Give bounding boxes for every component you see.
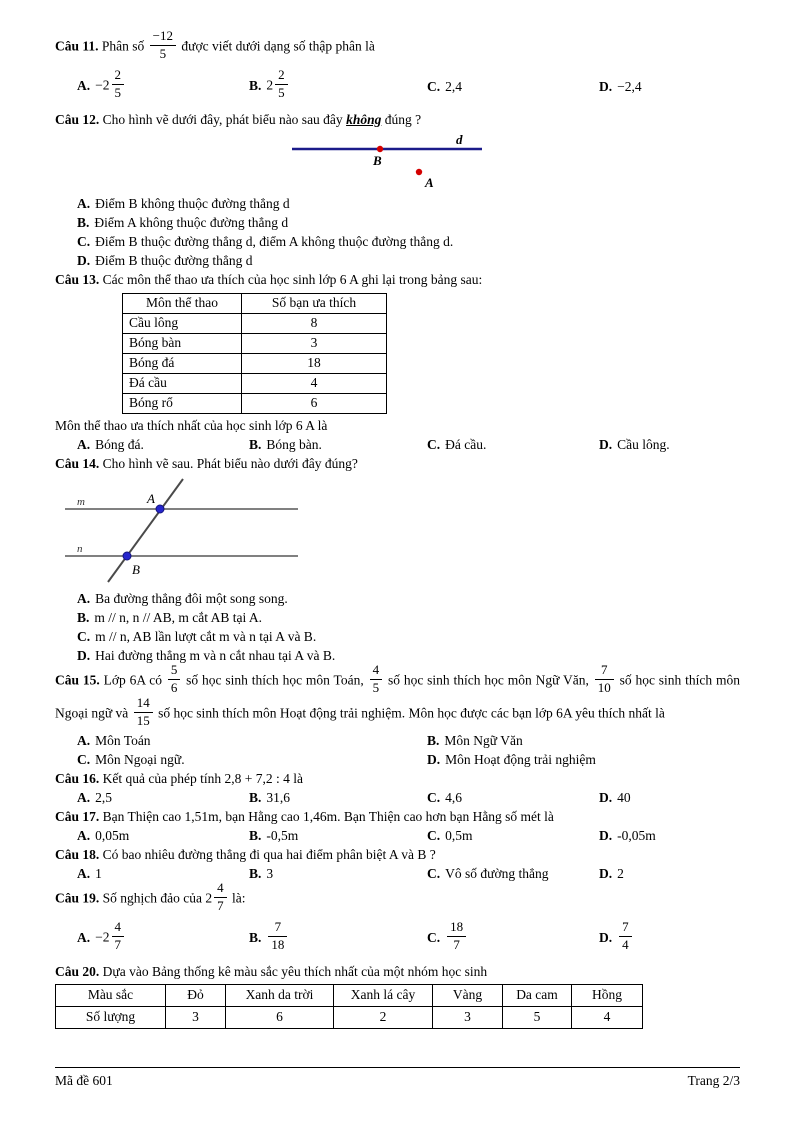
q15-fraction-1 bbox=[168, 663, 181, 696]
point-B-dot bbox=[123, 552, 131, 560]
q16-label: Câu 16. bbox=[55, 770, 100, 786]
q15-fraction-2-num: 4 bbox=[370, 663, 383, 680]
point-A-dot bbox=[416, 169, 422, 175]
exam-code: Mã đề 601 bbox=[55, 1073, 113, 1088]
q13-option-d-text: Cầu lông. bbox=[617, 436, 670, 452]
q15-segment: số học sinh thích môn Hoạt động trải nghiệm. Môn học được các bạn lớp 6A yêu thích nhất là bbox=[158, 705, 665, 721]
q17-option-d-label: D. bbox=[599, 827, 613, 843]
q16-option-b bbox=[249, 788, 427, 807]
cell-quantity: 6 bbox=[226, 1006, 334, 1028]
q11-option-b-whole: 2 bbox=[266, 77, 274, 93]
q15-option-c bbox=[77, 750, 427, 769]
q14-option-b-label: B. bbox=[77, 609, 90, 625]
q11-option-c-text: 2,4 bbox=[445, 79, 462, 95]
q14-option-c-text: m // n, AB lần lượt cắt m và n tại A và B. bbox=[95, 628, 317, 644]
point-A-label: A bbox=[147, 490, 155, 506]
q13-option-d-label: D. bbox=[599, 436, 613, 452]
q15-fraction-4-den: 15 bbox=[136, 712, 150, 728]
q19-option-b bbox=[249, 919, 427, 955]
q12-label: Câu 12. bbox=[55, 111, 100, 127]
q16-option-d bbox=[599, 788, 740, 807]
q13-title bbox=[55, 270, 740, 289]
q14-text: Cho hình vẽ sau. Phát biểu nào dưới đây đúng? bbox=[102, 455, 358, 471]
q18-title bbox=[55, 845, 740, 864]
q17-option-c-text: 0,5m bbox=[445, 827, 473, 843]
q13-options bbox=[55, 435, 740, 454]
point-A-label: A bbox=[425, 174, 434, 189]
q18-option-a-label: A. bbox=[77, 865, 91, 881]
point-B-label: B bbox=[132, 561, 140, 577]
q18-option-b bbox=[249, 864, 427, 883]
q11-option-b-label: B. bbox=[249, 77, 262, 93]
q14-option-d bbox=[55, 646, 740, 665]
q19-option-a-num: 4 bbox=[112, 920, 125, 937]
q18-option-a-text: 1 bbox=[95, 865, 102, 881]
q15-fraction-2 bbox=[370, 663, 383, 696]
q19-text-before: Số nghịch đảo của bbox=[102, 890, 202, 906]
q19-option-b-den: 18 bbox=[271, 937, 285, 952]
column-header: Số bạn ưa thích bbox=[242, 293, 387, 313]
q16-title bbox=[55, 769, 740, 788]
q11-option-a-num: 2 bbox=[112, 68, 125, 85]
q17-option-c-label: C. bbox=[427, 827, 441, 843]
q13-closing: Môn thể thao ưa thích nhất của học sinh lớp 6 A là bbox=[55, 417, 328, 433]
q14-option-a-label: A. bbox=[77, 590, 91, 606]
q19-option-a-label: A. bbox=[77, 929, 91, 945]
cell-sport: Bóng đá bbox=[123, 353, 242, 373]
q20-color-table bbox=[55, 984, 643, 1029]
q16-option-a bbox=[77, 788, 249, 807]
page-number: Trang 2/3 bbox=[687, 1073, 740, 1088]
column-header: Màu sắc bbox=[56, 984, 166, 1006]
column-header: Xanh da trời bbox=[226, 984, 334, 1006]
q14-figure bbox=[65, 475, 310, 587]
q12-option-b-text: Điểm A không thuộc đường thẳng d bbox=[94, 214, 289, 230]
q11-option-b bbox=[249, 67, 427, 103]
q15-fraction-1-num: 5 bbox=[168, 663, 181, 680]
q19-option-a bbox=[77, 919, 249, 955]
q12-text-before: Cho hình vẽ dưới đây, phát biểu nào sau đây bbox=[102, 111, 343, 127]
q11-option-b-den: 5 bbox=[278, 85, 285, 101]
point-B-dot bbox=[377, 146, 383, 152]
q12-text-after: đúng ? bbox=[384, 111, 422, 127]
q15-option-d bbox=[427, 750, 740, 769]
q12-emphasis: không bbox=[346, 111, 382, 127]
q19-option-b-num: 7 bbox=[268, 920, 287, 937]
q15-fraction-3 bbox=[595, 663, 614, 696]
cell-quantity: Số lượng bbox=[56, 1006, 166, 1028]
q12-option-d bbox=[55, 251, 740, 270]
column-header: Môn thể thao bbox=[123, 293, 242, 313]
q14-option-d-label: D. bbox=[77, 647, 91, 663]
q15-fraction-3-den: 10 bbox=[597, 679, 611, 695]
q14-option-b bbox=[55, 608, 740, 627]
q17-option-d bbox=[599, 826, 740, 845]
q11-option-a bbox=[77, 67, 249, 103]
q11-option-b-num: 2 bbox=[275, 68, 288, 85]
q15-option-b-label: B. bbox=[427, 732, 440, 748]
q14-option-b-text: m // n, n // AB, m cắt AB tại A. bbox=[94, 609, 263, 625]
q11-option-d bbox=[599, 77, 740, 96]
q14-option-a-text: Ba đường thẳng đôi một song song. bbox=[95, 590, 288, 606]
q18-option-c-text: Vô số đường thẳng bbox=[445, 865, 549, 881]
q15-title bbox=[55, 661, 741, 731]
column-header: Vàng bbox=[433, 984, 503, 1006]
column-header: Đỏ bbox=[166, 984, 226, 1006]
q13-label: Câu 13. bbox=[55, 271, 100, 287]
q15-segment: Lớp 6A có bbox=[103, 672, 162, 688]
q15-fraction-2-den: 5 bbox=[372, 679, 380, 695]
q11-option-a-label: A. bbox=[77, 77, 91, 93]
q12-option-c-text: Điểm B thuộc đường thẳng d, điểm A không thuộc đường thẳng d. bbox=[95, 233, 454, 249]
q19-option-d-den: 4 bbox=[622, 937, 629, 952]
q15-fraction-3-num: 7 bbox=[595, 663, 614, 680]
q19-option-d bbox=[599, 919, 740, 955]
q17-option-a-label: A. bbox=[77, 827, 91, 843]
cell-count: 18 bbox=[242, 353, 387, 373]
line-d-label: d bbox=[456, 131, 463, 147]
q18-option-d-text: 2 bbox=[617, 865, 624, 881]
q13-option-a-text: Bóng đá. bbox=[95, 436, 144, 452]
table-row bbox=[123, 313, 387, 333]
q11-option-d-label: D. bbox=[599, 79, 613, 95]
q19-option-c-den: 7 bbox=[453, 937, 460, 952]
q15-segment: số học sinh thích học môn Toán, bbox=[186, 672, 364, 688]
q11-text-after: được viết dưới dạng số thập phân là bbox=[181, 38, 375, 54]
q13-option-c-text: Đá cầu. bbox=[445, 436, 487, 452]
q19-option-c-label: C. bbox=[427, 929, 441, 945]
q11-option-d-text: −2,4 bbox=[617, 79, 642, 95]
q19-option-d-frac bbox=[619, 920, 632, 953]
q19-option-a-den: 7 bbox=[114, 937, 121, 952]
q19-option-b-frac bbox=[268, 920, 287, 953]
q20-text: Dựa vào Bảng thống kê màu sắc yêu thích nhất của một nhóm học sinh bbox=[102, 963, 488, 979]
q19-title bbox=[55, 879, 740, 916]
q13-option-b-label: B. bbox=[249, 436, 262, 452]
q11-text-before: Phân số bbox=[101, 38, 145, 54]
table-row bbox=[56, 1006, 643, 1028]
q12-title bbox=[55, 110, 740, 129]
q13-option-c-label: C. bbox=[427, 436, 441, 452]
q17-options bbox=[55, 826, 740, 845]
q13-sports-table bbox=[122, 293, 387, 414]
q20-label: Câu 20. bbox=[55, 963, 100, 979]
cell-quantity: 5 bbox=[503, 1006, 572, 1028]
q15-fraction-4-num: 14 bbox=[134, 696, 153, 713]
q13-option-a-label: A. bbox=[77, 436, 91, 452]
q15-option-c-text: Môn Ngoại ngữ. bbox=[95, 751, 185, 767]
q16-option-c bbox=[427, 788, 599, 807]
q12-option-a bbox=[55, 194, 740, 213]
q12-option-a-text: Điểm B không thuộc đường thẳng d bbox=[95, 195, 290, 211]
q15-option-a bbox=[77, 731, 427, 750]
q18-option-b-text: 3 bbox=[266, 865, 274, 881]
q18-option-d bbox=[599, 864, 740, 883]
q12-option-a-label: A. bbox=[77, 195, 91, 211]
q19-text-after: là: bbox=[232, 890, 246, 906]
q18-option-c bbox=[427, 864, 599, 883]
table-row bbox=[123, 353, 387, 373]
q11-fraction bbox=[150, 29, 176, 62]
q13-option-a bbox=[77, 435, 249, 454]
q15-option-b bbox=[427, 731, 740, 750]
q15-segment: số học sinh thích học môn Ngữ Văn, bbox=[387, 672, 589, 688]
cell-count: 4 bbox=[242, 373, 387, 393]
q14-label: Câu 14. bbox=[55, 455, 100, 471]
cell-count: 8 bbox=[242, 313, 387, 333]
q14-title bbox=[55, 454, 740, 473]
page-footer bbox=[55, 1067, 740, 1089]
q11-option-b-frac bbox=[275, 68, 288, 101]
q13-option-b bbox=[249, 435, 427, 454]
q19-mixed-frac bbox=[214, 881, 227, 914]
q12-option-d-text: Điểm B thuộc đường thẳng d bbox=[95, 252, 253, 268]
q19-mixed-whole: 2 bbox=[205, 890, 213, 906]
q11-option-c bbox=[427, 77, 599, 96]
q11-options bbox=[55, 64, 740, 110]
q15-option-b-text: Môn Ngữ Văn bbox=[444, 732, 523, 748]
q16-text: Kết quả của phép tính 2,8 + 7,2 : 4 là bbox=[102, 770, 303, 786]
column-header: Hồng bbox=[572, 984, 643, 1006]
q16-option-d-label: D. bbox=[599, 789, 613, 805]
q18-text: Có bao nhiêu đường thẳng đi qua hai điểm phân biệt A và B ? bbox=[102, 846, 436, 862]
line-n-label: n bbox=[77, 542, 83, 555]
transversal-line-AB bbox=[108, 479, 183, 582]
table-header-row bbox=[56, 984, 643, 1006]
q11-fraction-den: 5 bbox=[159, 45, 167, 61]
q17-option-a bbox=[77, 826, 249, 845]
point-A-dot bbox=[156, 505, 164, 513]
q15-fraction-4 bbox=[134, 696, 153, 729]
q19-option-d-num: 7 bbox=[619, 920, 632, 937]
q19-options bbox=[55, 916, 740, 962]
q11-option-a-whole: −2 bbox=[95, 77, 110, 93]
q11-option-a-frac bbox=[112, 68, 125, 101]
table-row bbox=[123, 373, 387, 393]
q11-option-c-label: C. bbox=[427, 79, 441, 95]
table-row bbox=[123, 393, 387, 413]
q15-option-c-label: C. bbox=[77, 751, 91, 767]
q12-option-c bbox=[55, 232, 740, 251]
q19-option-a-frac bbox=[112, 920, 125, 953]
q13-option-d bbox=[599, 435, 740, 454]
q16-option-b-label: B. bbox=[249, 789, 262, 805]
cell-sport: Bóng bàn bbox=[123, 333, 242, 353]
q20-title bbox=[55, 962, 740, 981]
cell-quantity: 4 bbox=[572, 1006, 643, 1028]
q15-option-d-text: Môn Hoạt động trải nghiệm bbox=[445, 751, 596, 767]
q13-option-c bbox=[427, 435, 599, 454]
q16-option-b-text: 31,6 bbox=[266, 789, 291, 805]
q19-option-a-whole: −2 bbox=[95, 929, 110, 945]
q12-option-b bbox=[55, 213, 740, 232]
q19-option-c bbox=[427, 919, 599, 955]
q12-figure bbox=[292, 132, 492, 189]
q15-option-d-label: D. bbox=[427, 751, 441, 767]
q11-label: Câu 11. bbox=[55, 38, 99, 54]
q15-options bbox=[55, 731, 740, 769]
cell-count: 6 bbox=[242, 393, 387, 413]
column-header: Da cam bbox=[503, 984, 572, 1006]
q19-option-b-label: B. bbox=[249, 929, 262, 945]
q14-option-d-text: Hai đường thẳng m và n cắt nhau tại A và B. bbox=[95, 647, 336, 663]
q17-text: Bạn Thiện cao 1,51m, bạn Hằng cao 1,46m. Bạn Thiện cao hơn bạn Hằng số mét là bbox=[102, 808, 554, 824]
q15-fraction-1-den: 6 bbox=[170, 679, 178, 695]
q18-option-d-label: D. bbox=[599, 865, 613, 881]
q12-option-d-label: D. bbox=[77, 252, 91, 268]
q12-option-c-label: C. bbox=[77, 233, 91, 249]
q13-text: Các môn thể thao ưa thích của học sinh lớp 6 A ghi lại trong bảng sau: bbox=[102, 271, 483, 287]
cell-sport: Cầu lông bbox=[123, 313, 242, 333]
q15-option-a-text: Môn Toán bbox=[95, 732, 151, 748]
q17-title bbox=[55, 807, 740, 826]
q11-option-a-den: 5 bbox=[114, 85, 121, 101]
q16-options bbox=[55, 788, 740, 807]
q19-mixed-num: 4 bbox=[214, 881, 227, 898]
q18-label: Câu 18. bbox=[55, 846, 100, 862]
q19-label: Câu 19. bbox=[55, 890, 100, 906]
q11-title bbox=[55, 28, 740, 64]
cell-quantity: 2 bbox=[334, 1006, 433, 1028]
q16-option-a-label: A. bbox=[77, 789, 91, 805]
q15-option-a-label: A. bbox=[77, 732, 91, 748]
q13-option-b-text: Bóng bàn. bbox=[266, 436, 322, 452]
q17-option-b-text: -0,5m bbox=[266, 827, 299, 843]
q19-option-d-label: D. bbox=[599, 929, 613, 945]
q17-option-b-label: B. bbox=[249, 827, 262, 843]
cell-sport: Bóng rổ bbox=[123, 393, 242, 413]
q19-mixed-den: 7 bbox=[217, 897, 224, 913]
q17-option-d-text: -0,05m bbox=[617, 827, 656, 843]
q16-option-c-text: 4,6 bbox=[445, 789, 462, 805]
cell-count: 3 bbox=[242, 333, 387, 353]
q18-options bbox=[55, 864, 740, 883]
q16-option-d-text: 40 bbox=[617, 789, 631, 805]
column-header: Xanh lá cây bbox=[334, 984, 433, 1006]
q19-option-c-frac bbox=[447, 920, 466, 953]
cell-quantity: 3 bbox=[433, 1006, 503, 1028]
q16-option-a-text: 2,5 bbox=[95, 789, 112, 805]
q16-option-c-label: C. bbox=[427, 789, 441, 805]
point-B-label: B bbox=[373, 152, 382, 168]
q14-option-c bbox=[55, 627, 740, 646]
q17-option-b bbox=[249, 826, 427, 845]
q11-fraction-num: −12 bbox=[150, 29, 176, 46]
q15-segment: số học sinh thích môn Ngoại ngữ và bbox=[55, 672, 741, 721]
q17-option-a-text: 0,05m bbox=[95, 827, 130, 843]
table-header-row bbox=[123, 293, 387, 313]
q18-option-c-label: C. bbox=[427, 865, 441, 881]
q12-option-b-label: B. bbox=[77, 214, 90, 230]
cell-sport: Đá cầu bbox=[123, 373, 242, 393]
cell-quantity: 3 bbox=[166, 1006, 226, 1028]
q14-option-a bbox=[55, 589, 740, 608]
q14-option-c-label: C. bbox=[77, 628, 91, 644]
q17-option-c bbox=[427, 826, 599, 845]
table-row bbox=[123, 333, 387, 353]
q15-label: Câu 15. bbox=[55, 672, 100, 688]
line-m-label: m bbox=[77, 495, 85, 508]
q19-option-c-num: 18 bbox=[447, 920, 466, 937]
q18-option-b-label: B. bbox=[249, 865, 262, 881]
q17-label: Câu 17. bbox=[55, 808, 100, 824]
